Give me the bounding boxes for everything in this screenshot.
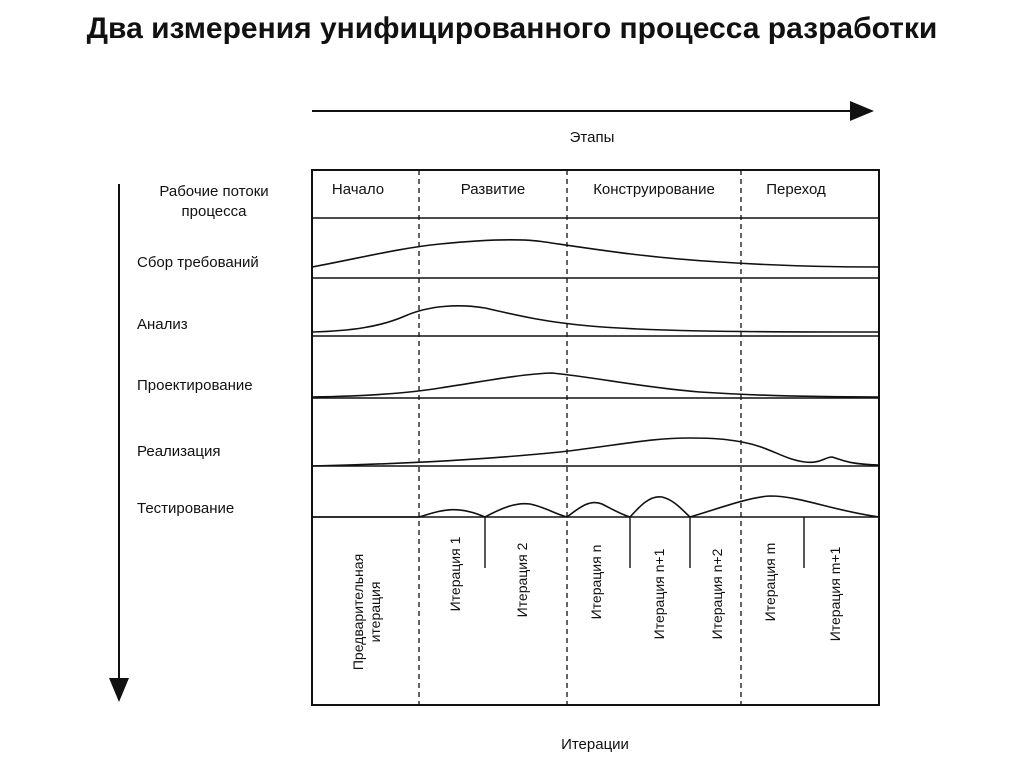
iteration-n: Итерация n — [588, 544, 604, 620]
page-title: Два измерения унифицированного процесса разработки — [86, 12, 938, 45]
phases-axis-label: Этапы — [569, 129, 615, 146]
curve-testing — [312, 496, 879, 517]
iteration-m-plus-1: Итерация m+1 — [827, 546, 843, 642]
workflow-requirements: Сбор требований — [137, 254, 259, 271]
workflow-design: Проектирование — [137, 377, 253, 394]
row-separators — [312, 218, 879, 517]
curve-requirements — [312, 240, 879, 267]
phase-construction: Конструирование — [593, 181, 715, 198]
phase-transition: Переход — [766, 181, 826, 198]
workflows-header-line-2: процесса — [181, 203, 247, 220]
iteration-m: Итерация m — [762, 542, 778, 622]
iterations-axis-label: Итерации — [561, 736, 629, 753]
iteration-1: Итерация 1 — [447, 536, 463, 612]
curve-analysis — [312, 306, 879, 332]
workflow-implementation: Реализация — [137, 443, 221, 460]
iteration-ticks — [485, 517, 804, 568]
phase-elaboration: Развитие — [460, 181, 526, 198]
iteration-n-plus-2: Итерация n+2 — [709, 548, 725, 640]
workflow-testing: Тестирование — [137, 500, 235, 517]
iteration-2: Итерация 2 — [514, 542, 530, 618]
iteration-n-plus-1: Итерация n+1 — [651, 548, 667, 640]
iteration-preliminary-line-1: Предварительная — [350, 553, 366, 671]
curve-design — [312, 373, 879, 397]
curve-implementation — [312, 438, 879, 466]
workflow-analysis: Анализ — [137, 316, 188, 333]
phase-inception: Начало — [331, 181, 385, 198]
workflows-header-line-1: Рабочие потоки — [159, 183, 269, 200]
iteration-preliminary-line-2: итерация — [367, 581, 383, 643]
